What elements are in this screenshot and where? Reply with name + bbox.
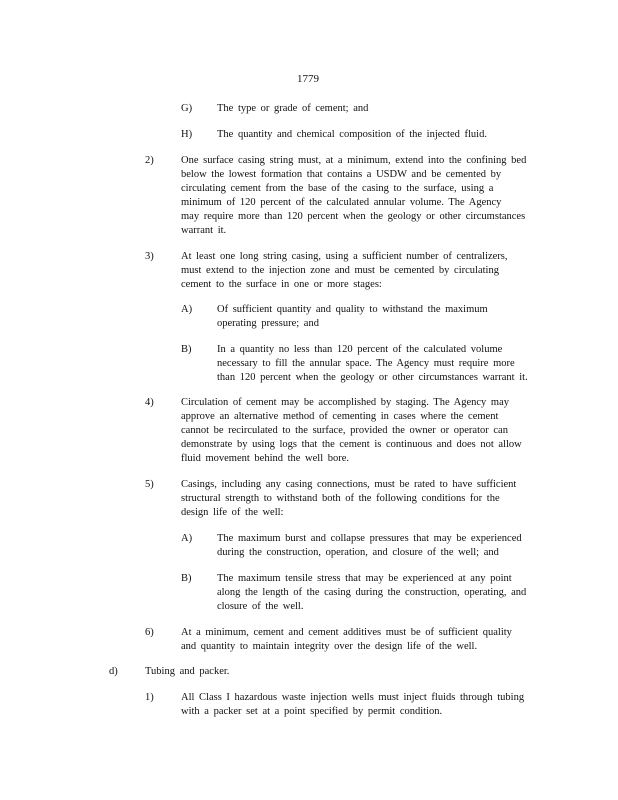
text-line: All Class I hazardous waste injection wells must inject fluids through tubing bbox=[181, 692, 525, 703]
item-label: A) bbox=[181, 304, 193, 315]
item-text bbox=[181, 691, 537, 719]
text-line: The type or grade of cement; and bbox=[217, 103, 369, 114]
text-line: minimum of 120 percent of the calculated annular volume. The Agency bbox=[181, 197, 502, 208]
item-text bbox=[181, 250, 521, 292]
item-label: d) bbox=[109, 666, 118, 677]
item-text bbox=[217, 532, 527, 560]
text-line: during the construction, operation, and closure of the well; and bbox=[217, 547, 499, 558]
text-line: warrant it. bbox=[181, 225, 227, 236]
item-text bbox=[181, 626, 521, 654]
item-text bbox=[217, 102, 497, 116]
text-line: operating pressure; and bbox=[217, 318, 319, 329]
item-label: 4) bbox=[145, 397, 154, 408]
text-line: cement to the surface in one or more stages: bbox=[181, 279, 382, 290]
text-line: design life of the well: bbox=[181, 507, 284, 518]
text-line: closure of the well. bbox=[217, 601, 304, 612]
item-text bbox=[217, 572, 543, 614]
item-text bbox=[217, 303, 497, 331]
item-label: 5) bbox=[145, 479, 154, 490]
item-label: B) bbox=[181, 344, 192, 355]
text-line: Casings, including any casing connections, must be rated to have sufficient bbox=[181, 479, 517, 490]
text-line: The quantity and chemical composition of the injected fluid. bbox=[217, 129, 487, 140]
text-line: must extend to the injection zone and must be cemented by circulating bbox=[181, 265, 499, 276]
item-label: H) bbox=[181, 129, 193, 140]
item-text bbox=[217, 343, 547, 385]
item-label: A) bbox=[181, 533, 193, 544]
text-line: At a minimum, cement and cement additives must be of sufficient quality bbox=[181, 627, 512, 638]
text-line: fluid movement behind the well bore. bbox=[181, 453, 350, 464]
text-line: Of sufficient quantity and quality to withstand the maximum bbox=[217, 304, 488, 315]
item-text bbox=[217, 128, 517, 142]
text-line: along the length of the casing during the construction, operating, and bbox=[217, 587, 527, 598]
item-label: 3) bbox=[145, 251, 154, 262]
item-label: 6) bbox=[145, 627, 154, 638]
text-line: may require more than 120 percent when the geology or other circumstances bbox=[181, 211, 526, 222]
item-label: G) bbox=[181, 103, 193, 114]
item-text bbox=[181, 478, 531, 520]
text-line: than 120 percent when the geology or other circumstances warrant it. bbox=[217, 372, 528, 383]
text-line: At least one long string casing, using a sufficient number of centralizers, bbox=[181, 251, 508, 262]
item-label: 1) bbox=[145, 692, 154, 703]
item-text bbox=[145, 665, 345, 679]
text-line: and quantity to maintain integrity over the design life of the well. bbox=[181, 641, 478, 652]
text-line: The maximum burst and collapse pressures that may be experienced bbox=[217, 533, 522, 544]
text-line: The maximum tensile stress that may be experienced at any point bbox=[217, 573, 512, 584]
text-line: below the lowest formation that contains a USDW and be cemented by bbox=[181, 169, 502, 180]
item-text bbox=[181, 396, 537, 466]
text-line: In a quantity no less than 120 percent of the calculated volume bbox=[217, 344, 503, 355]
item-text bbox=[181, 154, 541, 238]
text-line: necessary to fill the annular space. The Agency must require more bbox=[217, 358, 515, 369]
text-line: Circulation of cement may be accomplished by staging. The Agency may bbox=[181, 397, 510, 408]
text-line: cannot be recirculated to the surface, provided the owner or operator can bbox=[181, 425, 508, 436]
item-label: B) bbox=[181, 573, 192, 584]
text-line: demonstrate by using logs that the cement is continuous and does not allow bbox=[181, 439, 522, 450]
text-line: circulating cement from the base of the casing to the surface, using a bbox=[181, 183, 494, 194]
page-number: 1779 bbox=[297, 73, 319, 85]
text-line: One surface casing string must, at a minimum, extend into the confining bed bbox=[181, 155, 527, 166]
text-line: with a packer set at a point specified by permit condition. bbox=[181, 706, 443, 717]
text-line: structural strength to withstand both of the following conditions for the bbox=[181, 493, 500, 504]
text-line: approve an alternative method of cementing in cases where the cement bbox=[181, 411, 499, 422]
text-line: Tubing and packer. bbox=[145, 666, 230, 677]
item-label: 2) bbox=[145, 155, 154, 166]
